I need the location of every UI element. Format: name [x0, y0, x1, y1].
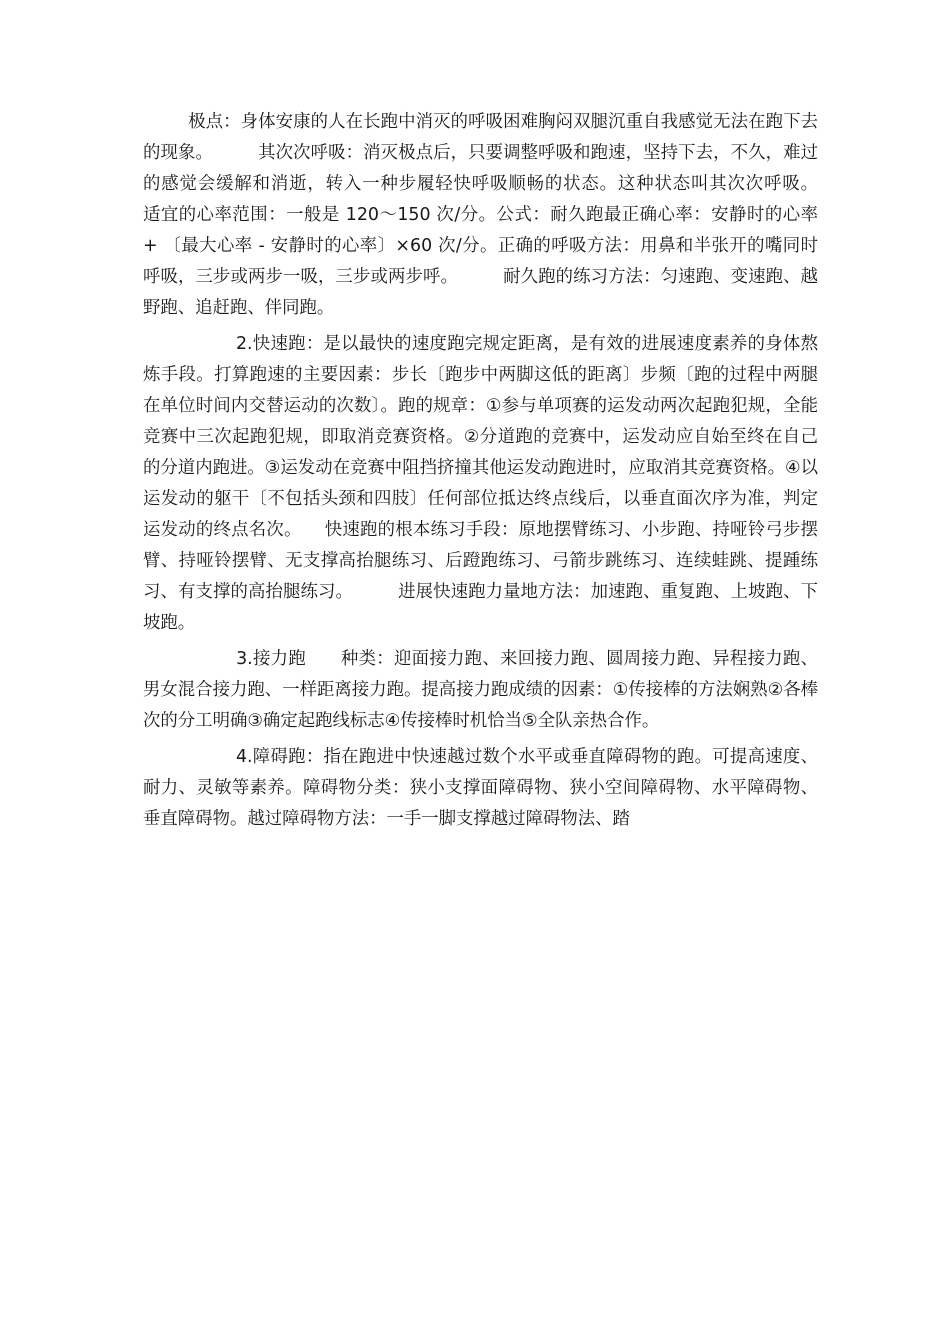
paragraph-sprint: 2.快速跑：是以最快的速度跑完规定距离，是有效的进展速度素养的身体熬炼手段。打算跑速的主要因素：步长〔跑步中两脚这低的距离〕步频〔跑的过程中两腿在单位时间内交替运动的次数〕。跑的规章：①参与单项赛的运发动两次起跑犯规，全能竞赛中三次起跑犯规，即取消竞赛资格。②分道跑的竞赛中，运发动应自始至终在自己的分道内跑进。③运发动在竞赛中阻挡挤撞其他运发动跑进时，应取消其竞赛资格。④以运发动的躯干〔不包括头颈和四肢〕任何部位抵达终点线后，以垂直面次序为准，判定运发动的终点名次。 快速跑的根本练习手段：原地摆臂练习、小步跑、持哑铃弓步摆臂、持哑铃摆臂、无支撑高抬腿练习、后蹬跑练习、弓箭步跳练习、连续蛙跳、提踵练习、有支撑的高抬腿练习。 进展快速跑力量地方法：加速跑、重复跑、上坡跑、下坡跑。 [143, 334, 818, 633]
document-body [143, 107, 863, 840]
paragraph-obstacle-run: 4.障碍跑：指在跑进中快速越过数个水平或垂直障碍物的跑。可提高速度、耐力、灵敏等素养。障碍物分类：狭小支撑面障碍物、狭小空间障碍物、水平障碍物、垂直障碍物。越过障碍物方法：一手一脚支撑越过障碍物法、踏 [143, 747, 818, 829]
paragraph-endurance-run: 极点：身体安康的人在长跑中消灭的呼吸困难胸闷双腿沉重自我感觉无法在跑下去的现象。 其次次呼吸：消灭极点后，只要调整呼吸和跑速，坚持下去，不久，难过的感觉会缓解和消逝，转入一种步履轻快呼吸顺畅的状态。这种状态叫其次次呼吸。 适宜的心率范围：一般是 120～150 次/分。公式：耐久跑最正确心率：安静时的心率 + 〔最大心率 - 安静时的心率〕×60 次/分。正确的呼吸方法：用鼻和半张开的嘴同时呼吸，三步或两步一吸，三步或两步呼。 耐久跑的练习方法：匀速跑、变速跑、越野跑、追赶跑、伴同跑。 [143, 112, 863, 318]
paragraph-relay-run: 3.接力跑 种类：迎面接力跑、来回接力跑、圆周接力跑、异程接力跑、男女混合接力跑、一样距离接力跑。提高接力跑成绩的因素：①传接棒的方法娴熟②各棒次的分工明确③确定起跑线标志④传接棒时机恰当⑤全队亲热合作。 [143, 649, 819, 731]
